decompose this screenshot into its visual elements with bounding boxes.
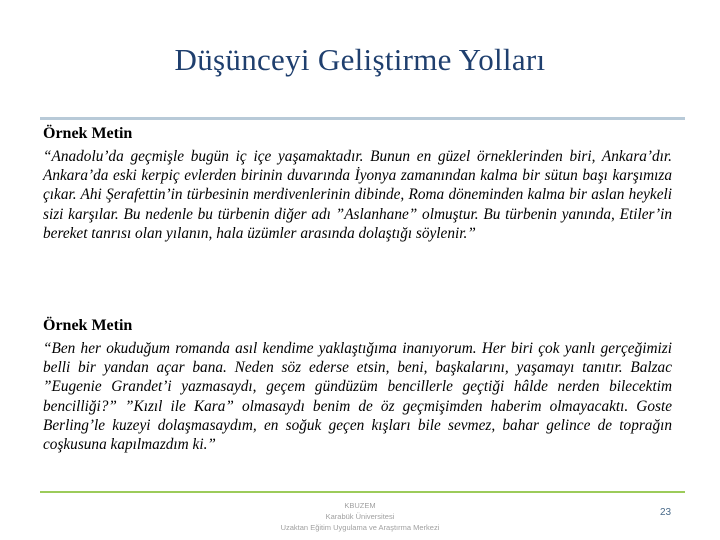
section-text: “Ben her okuduğum romanda asıl kendime yaklaştığıma inanıyorum. Her biri çok yanlı gerçeğimizi belli bir yandan açar bana. Neden söz ederse etsin, beni, başkalarını, yaşamayı tanıtır. Balzac ”Eugenie Grandet’i yazmasaydı, geçem gündüzüm bencillerle geçtiği hâlde nerden bilecektim bencilliği?” ”Kızıl ile Kara” olmasaydı benim de öz geçmişimden haberim olmayacaktı. Goste Berling’le kuzeyi dolaşmasaydım, en soğuk geçen kışları bile sevmez, bahar gelince de toprağın coşkusuna kapılmazdım ki.” [43,340,672,454]
title-divider [40,117,685,120]
section-heading: Örnek Metin [43,317,133,334]
footer-org: KBUZEM [344,501,376,510]
footer-divider [40,491,685,493]
footer-university: Karabük Üniversitesi [325,512,395,521]
section-text: “Anadolu’da geçmişle bugün iç içe yaşamaktadır. Bunun en güzel örneklerinden biri, Ankara’dır. Ankara’da eski kerpiç evlerden birinin duvarında İyonya zamanından kalma bir sütun başı karşımıza çıkar. Ahi Şerafettin’in türbesinin merdivenlerinin dibinde, Roma döneminden kalma bir aslan heykeli sizi karşılar. Bu nedenle bu türbenin diğer adı ”Aslanhane” olmuştur. Bu türbenin yanında, Etiler’in bereket tanrısı olan yılanın, hala üzümler arasında dolaştığı söylenir.” [43,148,672,242]
example-section-1 [43,124,672,243]
section-heading: Örnek Metin [43,125,133,142]
page-number: 23 [660,507,672,518]
slide-title: Düşünceyi Geliştirme Yolları [174,42,546,77]
example-section-2 [43,316,672,454]
footer-center: Uzaktan Eğitim Uygulama ve Araştırma Merkezi [280,523,440,532]
footer [0,500,720,533]
